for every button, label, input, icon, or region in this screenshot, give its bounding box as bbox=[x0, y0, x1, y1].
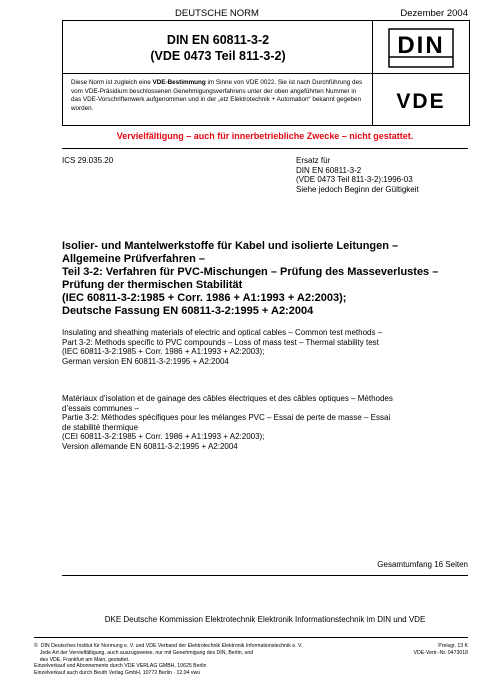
replacement-line-4: Siehe jedoch Beginn der Gültigkeit bbox=[296, 184, 419, 194]
title-french-line: d’essais communes – bbox=[62, 403, 139, 413]
footer-line: © DIN Deutsches Institut für Normung e. V. und VDE Verband der Elektrotechnik Elektronik Informationstechnik e. V. bbox=[34, 643, 303, 649]
divider bbox=[62, 148, 468, 149]
vde-note-box bbox=[62, 73, 374, 126]
footer-line: Einzelverkauf und Abonnements durch VDE VERLAG GMBH, 10625 Berlin bbox=[34, 663, 207, 670]
standard-number-box bbox=[62, 20, 374, 75]
vde-note bbox=[63, 74, 373, 113]
replacement-line-3: (VDE 0473 Teil 811-3-2):1996-03 bbox=[296, 175, 413, 185]
title-german-line: Deutsche Fassung EN 60811-3-2:1995 + A2:2004 bbox=[62, 305, 314, 317]
vde-note-text-1: Diese Norm ist zugleich eine bbox=[71, 79, 153, 86]
vde-logo bbox=[372, 73, 470, 126]
title-french-line: Version allemande EN 60811-3-2:1995 + A2:2004 bbox=[62, 441, 238, 451]
vde-logo-text: VDE bbox=[396, 89, 446, 111]
footer-line: Einzelverkauf auch durch Beuth Verlag GmbH, 10772 Berlin · 12.04 vwu bbox=[34, 670, 201, 677]
divider bbox=[62, 575, 468, 576]
footer-line: Jede Art der Vervielfältigung, auch auszugsweise, nur mit Genehmigung des DIN, Berlin, und bbox=[34, 649, 254, 656]
vde-logo-mark bbox=[386, 89, 456, 111]
footer-price bbox=[392, 643, 468, 657]
title-french-line: (CEI 60811-3-2:1985 + Corr. 1986 + A1:1993 + A2:2003); bbox=[62, 432, 265, 442]
title-english bbox=[62, 328, 472, 366]
header-norm-type: DEUTSCHE NORM bbox=[175, 8, 259, 19]
replacement-line-2: DIN EN 60811-3-2 bbox=[296, 165, 362, 175]
title-french bbox=[62, 394, 472, 452]
din-logo-mark bbox=[388, 28, 454, 68]
title-english-line: Part 3-2: Methods specific to PVC compounds – Loss of mass test – Thermal stability test bbox=[62, 337, 379, 347]
title-french-line: Matériaux d’isolation et de gainage des câbles électriques et des câbles optiques – Méthodes bbox=[62, 394, 393, 403]
divider bbox=[34, 637, 468, 638]
vde-number: (VDE 0473 Teil 811-3-2) bbox=[150, 48, 286, 63]
footer-copyright bbox=[34, 643, 404, 677]
title-german-line: (IEC 60811-3-2:1985 + Corr. 1986 + A1:1993 + A2:2003); bbox=[62, 292, 347, 304]
total-pages: Gesamtumfang 16 Seiten bbox=[377, 560, 468, 569]
din-logo bbox=[372, 20, 470, 75]
price-group: Preisgr. 13 K bbox=[438, 643, 468, 649]
vde-note-text-2: im Sinne von VDE 0022. Sie ist nach Durchführung des vom VDE-Präsidium beschlossenen Genehmigungsverfahrens unter der oben angeführten Nummer in das VDE-Vorschriftenwerk aufgenommen und in der „etz Elektrotechnik + Automation“ bekannt gegeben worden. bbox=[71, 79, 363, 112]
title-german-line: Isolier- und Mantelwerkstoffe für Kabel und isolierte Leitungen – bbox=[62, 240, 399, 252]
vde-order-number: VDE-Vertr.-Nr. 0473018 bbox=[413, 649, 468, 656]
din-logo-text: DIN bbox=[397, 31, 445, 59]
title-english-line: German version EN 60811-3-2:1995 + A2:2004 bbox=[62, 356, 229, 366]
ics-code: ICS 29.035.20 bbox=[62, 156, 114, 165]
replacement-info bbox=[296, 156, 419, 194]
title-german bbox=[62, 240, 472, 318]
standard-number: DIN EN 60811-3-2 bbox=[166, 32, 270, 47]
vde-note-bold: VDE-Bestimmung bbox=[152, 79, 206, 86]
title-english-line: Insulating and sheathing materials of electric and optical cables – Common test methods – bbox=[62, 328, 383, 337]
reproduction-notice: Vervielfältigung – auch für innerbetriebliche Zwecke – nicht gestattet. bbox=[116, 131, 414, 141]
title-french-line: Partie 3-2: Méthodes spécifiques pour les mélanges PVC – Essai de perte de masse – Essai bbox=[62, 413, 391, 423]
title-french-line: de stabilité thermique bbox=[62, 422, 139, 432]
title-german-line: Teil 3-2: Verfahren für PVC-Mischungen – Prüfung des Masseverlustes – bbox=[62, 266, 439, 278]
title-german-line: Prüfung der thermischen Stabilität bbox=[62, 279, 243, 291]
title-english-line: (IEC 60811-3-2:1985 + Corr. 1986 + A1:1993 + A2:2003); bbox=[62, 347, 265, 357]
replacement-line-1: Ersatz für bbox=[296, 156, 331, 165]
header-date: Dezember 2004 bbox=[400, 8, 468, 19]
title-german-line: Allgemeine Prüfverfahren – bbox=[62, 253, 206, 265]
dke-line: DKE Deutsche Kommission Elektrotechnik Elektronik Informationstechnik im DIN und VDE bbox=[104, 615, 426, 624]
footer-line: des VDE, Frankfurt am Main, gestattet. bbox=[34, 656, 130, 663]
